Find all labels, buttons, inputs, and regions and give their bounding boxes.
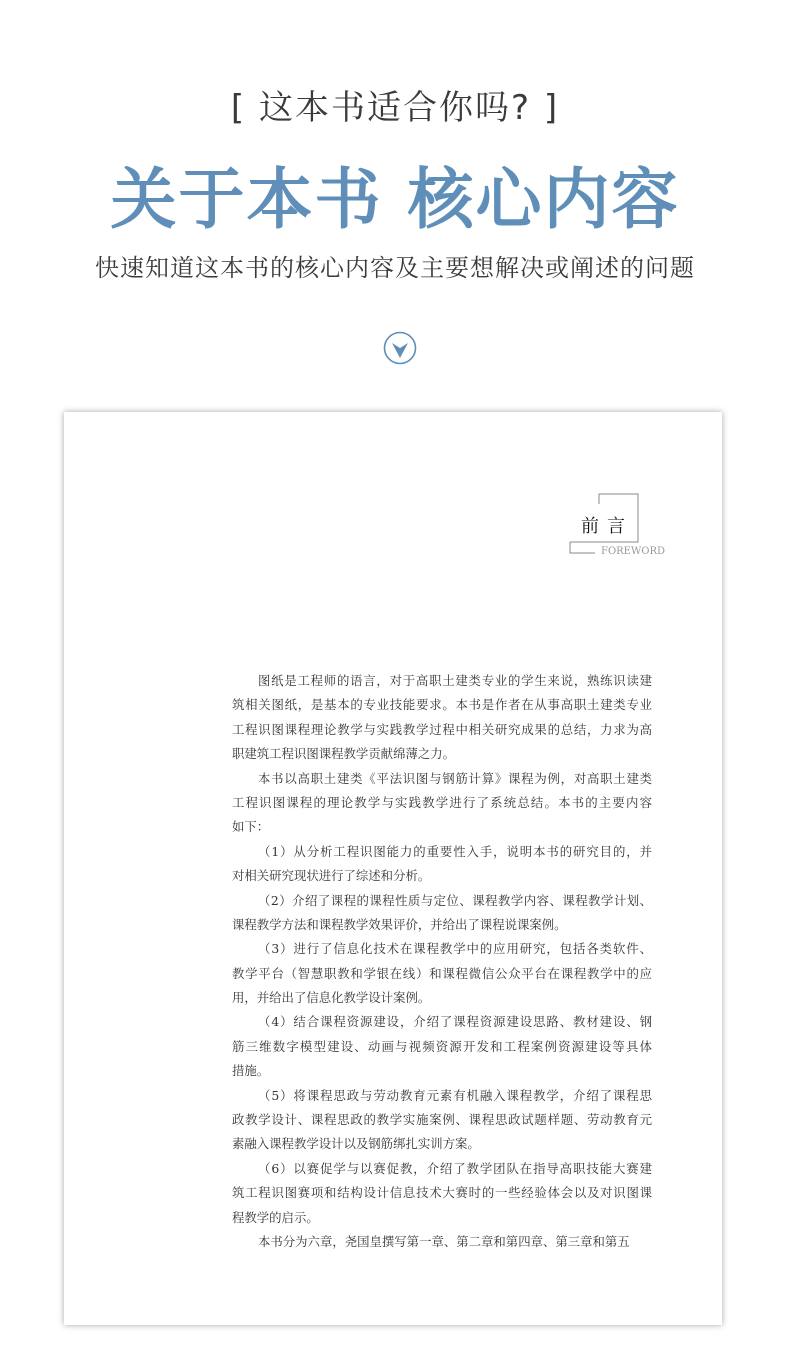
- text-line: 筑相关图纸，是基本的专业技能要求。本书是作者在从事高职土建类专业: [232, 697, 652, 713]
- text-line: 素融入课程教学设计以及钢筋绑扎实训方案。: [232, 1136, 480, 1152]
- text-line: 措施。: [232, 1063, 270, 1079]
- text-line: 用，并给出了信息化教学设计案例。: [232, 990, 431, 1006]
- text-line: 教学平台（智慧职教和学银在线）和课程微信公众平台在课程教学中的应: [232, 965, 652, 981]
- text-line: （4）结合课程资源建设，介绍了课程资源建设思路、教材建设、钢: [258, 1014, 652, 1030]
- text-line: 图纸是工程师的语言，对于高职土建类专业的学生来说，熟练识读建: [258, 673, 652, 688]
- text-line: （2）介绍了课程的课程性质与定位、课程教学内容、课程教学计划、: [258, 892, 652, 908]
- text-line: 本书分为六章，尧国皇撰写第一章、第二章和第四章、第三章和第五: [258, 1233, 630, 1249]
- text-line: （5）将课程思政与劳动教育元素有机融入课程教学，介绍了课程思: [258, 1087, 652, 1103]
- text-line: 课程教学方法和课程教学效果评价，并给出了课程说课案例。: [232, 916, 567, 932]
- text-line: 本书以高职土建类《平法识图与钢筋计算》课程为例，对高职土建类: [258, 770, 652, 786]
- text-line: （6）以赛促学与以赛促教，介绍了教学团队在指导高职技能大赛建: [258, 1160, 652, 1176]
- text-line: （3）进行了信息化技术在课程教学中的应用研究，包括各类软件、: [258, 941, 652, 957]
- text-line: 工程识图课程的理论教学与实践教学进行了系统总结。本书的主要内容: [232, 794, 652, 810]
- foreword-title: 前言: [581, 516, 633, 537]
- text-line: 职建筑工程识图课程教学贡献绵薄之力。: [232, 746, 456, 762]
- section-question: [ 这本书适合你吗? ]: [230, 88, 560, 128]
- text-line: 政教学设计、课程思政的教学实施案例、课程思政试题样题、劳动教育元: [232, 1112, 652, 1128]
- text-line: 工程识图课程理论教学与实践教学过程中相关研究成果的总结，力求为高: [232, 721, 652, 737]
- foreword-english: FOREWORD: [601, 546, 665, 557]
- text-line: 筋三维数字模型建设、动画与视频资源开发和工程案例资源建设等具体: [232, 1038, 652, 1054]
- foreword-heading: [569, 492, 679, 562]
- subtitle: 快速知道这本书的核心内容及主要想解决或阐述的问题: [95, 254, 695, 282]
- foreword-text: [232, 669, 652, 1254]
- text-line: （1）从分析工程识图能力的重要性入手，说明本书的研究目的，并: [258, 843, 652, 859]
- chevron-down-circle-icon: [383, 331, 417, 365]
- text-line: 程教学的启示。: [232, 1209, 319, 1225]
- page-title: 关于本书 核心内容: [110, 160, 680, 238]
- book-page: [64, 412, 722, 1325]
- text-line: 筑工程识图赛项和结构设计信息技术大赛时的一些经验体会以及对识图课: [232, 1185, 652, 1201]
- text-line: 对相关研究现状进行了综述和分析。: [232, 868, 431, 884]
- text-line: 如下：: [232, 819, 270, 835]
